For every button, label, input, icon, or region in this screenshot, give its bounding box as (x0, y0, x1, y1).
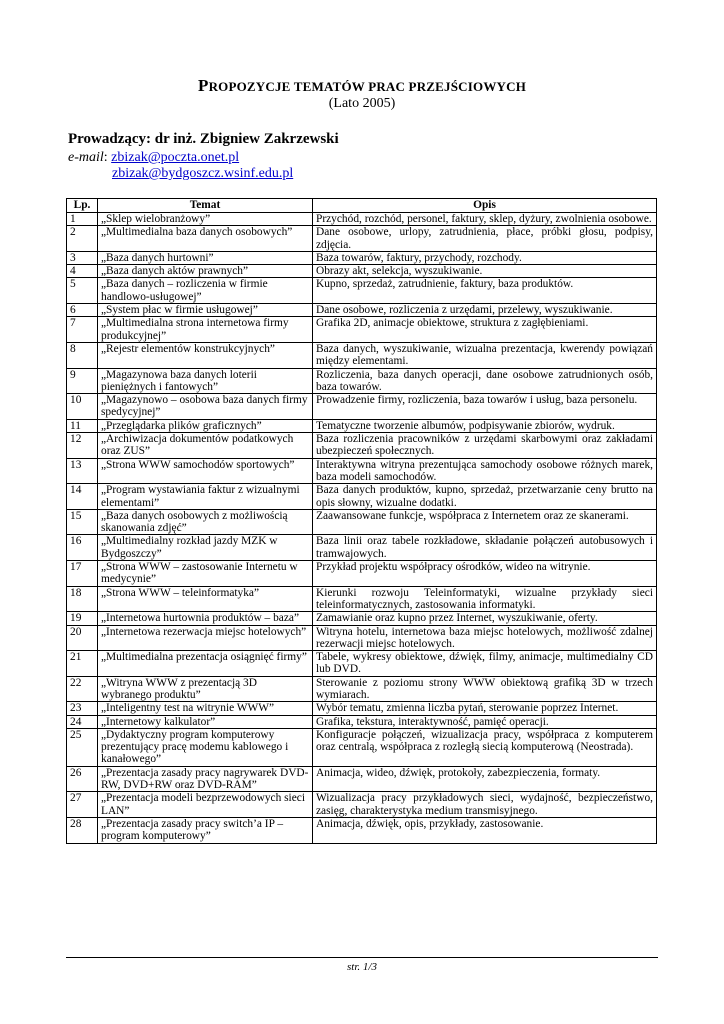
row-lp: 14 (67, 484, 98, 510)
row-temat: „Multimedialna strona internetowa firmy produkcyjnej” (98, 317, 313, 343)
row-opis: Kierunki rozwoju Teleinformatyki, wizualne przykłady sieci teleinformatycznych, zastosowania informatyki. (313, 586, 657, 612)
table-row (67, 612, 657, 625)
row-temat: „Witryna WWW z prezentacją 3D wybranego produktu” (98, 676, 313, 702)
email-separator: : (103, 150, 112, 165)
row-lp: 16 (67, 535, 98, 561)
table-row (67, 484, 657, 510)
row-opis: Interaktywna witryna prezentująca samochody osobowe różnych marek, baza modeli samochodów. (313, 458, 657, 484)
row-lp: 25 (67, 728, 98, 766)
row-temat: „Multimedialna prezentacja osiągnięć firmy” (98, 651, 313, 677)
row-lp: 15 (67, 509, 98, 535)
row-lp: 12 (67, 433, 98, 459)
row-opis: Baza towarów, faktury, przychody, rozchody. (313, 251, 657, 264)
table-row (67, 651, 657, 677)
row-lp: 20 (67, 625, 98, 651)
row-temat: „Multimedialny rozkład jazdy MZK w Bydgoszczy” (98, 535, 313, 561)
row-opis: Rozliczenia, baza danych operacji, dane osobowe zatrudnionych osób, baza towarów. (313, 368, 657, 394)
row-lp: 4 (67, 265, 98, 278)
row-temat: „Prezentacja zasady pracy nagrywarek DVD-RW, DVD+RW oraz DVD-RAM” (98, 766, 313, 792)
table-row (67, 419, 657, 432)
page-title-rest: ROPOZYCJE TEMATÓW PRAC PRZEJŚCIOWYCH (208, 79, 527, 94)
row-opis: Tematyczne tworzenie albumów, podpisywanie zbiorów, wydruk. (313, 419, 657, 432)
row-lp: 7 (67, 317, 98, 343)
table-body (67, 213, 657, 844)
row-lp: 27 (67, 792, 98, 818)
table-row (67, 368, 657, 394)
table-row (67, 226, 657, 252)
row-temat: „Sklep wielobranżowy” (98, 213, 313, 226)
row-temat: „Inteligentny test na witrynie WWW” (98, 702, 313, 715)
row-opis: Przykład projektu współpracy ośrodków, wideo na witrynie. (313, 561, 657, 587)
row-temat: „Dydaktyczny program komputerowy prezentujący pracę modemu kablowego i kanałowego” (98, 728, 313, 766)
footer-divider (66, 957, 658, 958)
table-row (67, 715, 657, 728)
row-temat: „Baza danych – rozliczenia w firmie handlowo-usługowej” (98, 278, 313, 304)
row-opis: Grafika 2D, animacje obiektowe, struktura z zagłębieniami. (313, 317, 657, 343)
table-row (67, 676, 657, 702)
table-row (67, 535, 657, 561)
row-opis: Sterowanie z poziomu strony WWW obiektową grafiką 3D w trzech wymiarach. (313, 676, 657, 702)
row-opis: Konfiguracje połączeń, wizualizacja pracy, współpraca z komputerem oraz centralą, współpraca z rozległą siecią komputerową (Neostrada). (313, 728, 657, 766)
page-title-initial: P (197, 76, 209, 95)
page-title (0, 76, 724, 96)
row-opis: Obrazy akt, selekcja, wyszukiwanie. (313, 265, 657, 278)
row-temat: „Program wystawiania faktur z wizualnymi elementami” (98, 484, 313, 510)
table-row (67, 213, 657, 226)
row-temat: „Internetowy kalkulator” (98, 715, 313, 728)
row-lp: 24 (67, 715, 98, 728)
table-row (67, 561, 657, 587)
email-line-2 (112, 166, 293, 182)
row-temat: „Archiwizacja dokumentów podatkowych oraz ZUS” (98, 433, 313, 459)
row-temat: „Prezentacja zasady pracy switch’a IP – program komputerowy” (98, 817, 313, 843)
table-row (67, 458, 657, 484)
table-row (67, 265, 657, 278)
table-row (67, 433, 657, 459)
row-lp: 26 (67, 766, 98, 792)
row-temat: „Rejestr elementów konstrukcyjnych” (98, 342, 313, 368)
row-opis: Wybór tematu, zmienna liczba pytań, sterowanie poprzez Internet. (313, 702, 657, 715)
row-temat: „Internetowa rezerwacja miejsc hotelowych” (98, 625, 313, 651)
row-lp: 18 (67, 586, 98, 612)
table-row (67, 702, 657, 715)
row-opis: Animacja, wideo, dźwięk, protokoły, zabezpieczenia, formaty. (313, 766, 657, 792)
table-row (67, 625, 657, 651)
row-opis: Zaawansowane funkcje, współpraca z Internetem oraz ze skanerami. (313, 509, 657, 535)
table-row (67, 766, 657, 792)
row-temat: „Multimedialna baza danych osobowych” (98, 226, 313, 252)
row-temat: „Przeglądarka plików graficznych” (98, 419, 313, 432)
row-temat: „Internetowa hurtownia produktów – baza” (98, 612, 313, 625)
row-opis: Baza linii oraz tabele rozkładowe, składanie połączeń autobusowych i tramwajowych. (313, 535, 657, 561)
table-row (67, 342, 657, 368)
row-opis: Prowadzenie firmy, rozliczenia, baza towarów i usług, baza personelu. (313, 394, 657, 420)
page-subtitle: (Lato 2005) (328, 96, 396, 111)
row-lp: 22 (67, 676, 98, 702)
email-line-1 (68, 150, 239, 166)
row-opis: Przychód, rozchód, personel, faktury, sklep, dyżury, zwolnienia osobowe. (313, 213, 657, 226)
row-opis: Tabele, wykresy obiektowe, dźwięk, filmy, animacje, multimedialny CD lub DVD. (313, 651, 657, 677)
row-lp: 19 (67, 612, 98, 625)
row-opis: Baza danych, wyszukiwanie, wizualna prezentacja, kwerendy powiązań między elementami. (313, 342, 657, 368)
table-row (67, 586, 657, 612)
row-lp: 5 (67, 278, 98, 304)
row-opis: Wizualizacja pracy przykładowych sieci, wydajność, bezpieczeństwo, zasięg, charakterystyka medium transmisyjnego. (313, 792, 657, 818)
table-row (67, 509, 657, 535)
row-temat: „Magazynowo – osobowa baza danych firmy spedycyjnej” (98, 394, 313, 420)
row-lp: 17 (67, 561, 98, 587)
row-opis: Kupno, sprzedaż, zatrudnienie, faktury, baza produktów. (313, 278, 657, 304)
row-opis: Dane osobowe, urlopy, zatrudnienia, płace, próbki głosu, podpisy, zdjęcia. (313, 226, 657, 252)
row-opis: Dane osobowe, rozliczenia z urzędami, przelewy, wyszukiwanie. (313, 304, 657, 317)
header-temat: Temat (98, 199, 313, 213)
row-lp: 28 (67, 817, 98, 843)
lecturer-name: Prowadzący: dr inż. Zbigniew Zakrzewski (68, 131, 339, 147)
row-opis: Zamawianie oraz kupno przez Internet, wyszukiwanie, oferty. (313, 612, 657, 625)
row-lp: 11 (67, 419, 98, 432)
row-temat: „Strona WWW – zastosowanie Internetu w medycynie” (98, 561, 313, 587)
page-number: str. 1/3 (347, 961, 377, 973)
table-row (67, 251, 657, 264)
table-row (67, 304, 657, 317)
row-temat: „Magazynowa baza danych loterii pieniężnych i fantowych” (98, 368, 313, 394)
row-lp: 23 (67, 702, 98, 715)
row-lp: 9 (67, 368, 98, 394)
table-row (67, 394, 657, 420)
table-row (67, 278, 657, 304)
row-opis: Animacja, dźwięk, opis, przykłady, zastosowanie. (313, 817, 657, 843)
row-temat: „Strona WWW – teleinformatyka” (98, 586, 313, 612)
row-temat: „Baza danych hurtowni” (98, 251, 313, 264)
row-temat: „Strona WWW samochodów sportowych” (98, 458, 313, 484)
table-row (67, 728, 657, 766)
row-opis: Baza rozliczenia pracowników z urzędami skarbowymi oraz zakładami ubezpieczeń społecznych. (313, 433, 657, 459)
header-lp: Lp. (67, 199, 98, 213)
email-link-1[interactable]: zbizak@poczta.onet.pl (111, 150, 240, 165)
topics-table (66, 198, 657, 844)
row-opis: Witryna hotelu, internetowa baza miejsc hotelowych, możliwość zdalnej rezerwacji miejsc hotelowych. (313, 625, 657, 651)
row-lp: 1 (67, 213, 98, 226)
row-lp: 2 (67, 226, 98, 252)
header-opis: Opis (313, 199, 657, 213)
row-lp: 8 (67, 342, 98, 368)
row-lp: 3 (67, 251, 98, 264)
table-row (67, 792, 657, 818)
row-temat: „System płac w firmie usługowej” (98, 304, 313, 317)
row-opis: Grafika, tekstura, interaktywność, pamięć operacji. (313, 715, 657, 728)
row-lp: 21 (67, 651, 98, 677)
email-link-2[interactable]: zbizak@bydgoszcz.wsinf.edu.pl (112, 166, 294, 181)
table-row (67, 817, 657, 843)
row-lp: 10 (67, 394, 98, 420)
row-temat: „Baza danych osobowych z możliwością skanowania zdjęć” (98, 509, 313, 535)
row-temat: „Prezentacja modeli bezprzewodowych sieci LAN” (98, 792, 313, 818)
row-lp: 6 (67, 304, 98, 317)
email-label: e-mail (68, 150, 104, 165)
row-temat: „Baza danych aktów prawnych” (98, 265, 313, 278)
table-header-row (67, 199, 657, 213)
row-opis: Baza danych produktów, kupno, sprzedaż, przetwarzanie ceny brutto na opis słowny, wizualne dodatki. (313, 484, 657, 510)
table-row (67, 317, 657, 343)
row-lp: 13 (67, 458, 98, 484)
